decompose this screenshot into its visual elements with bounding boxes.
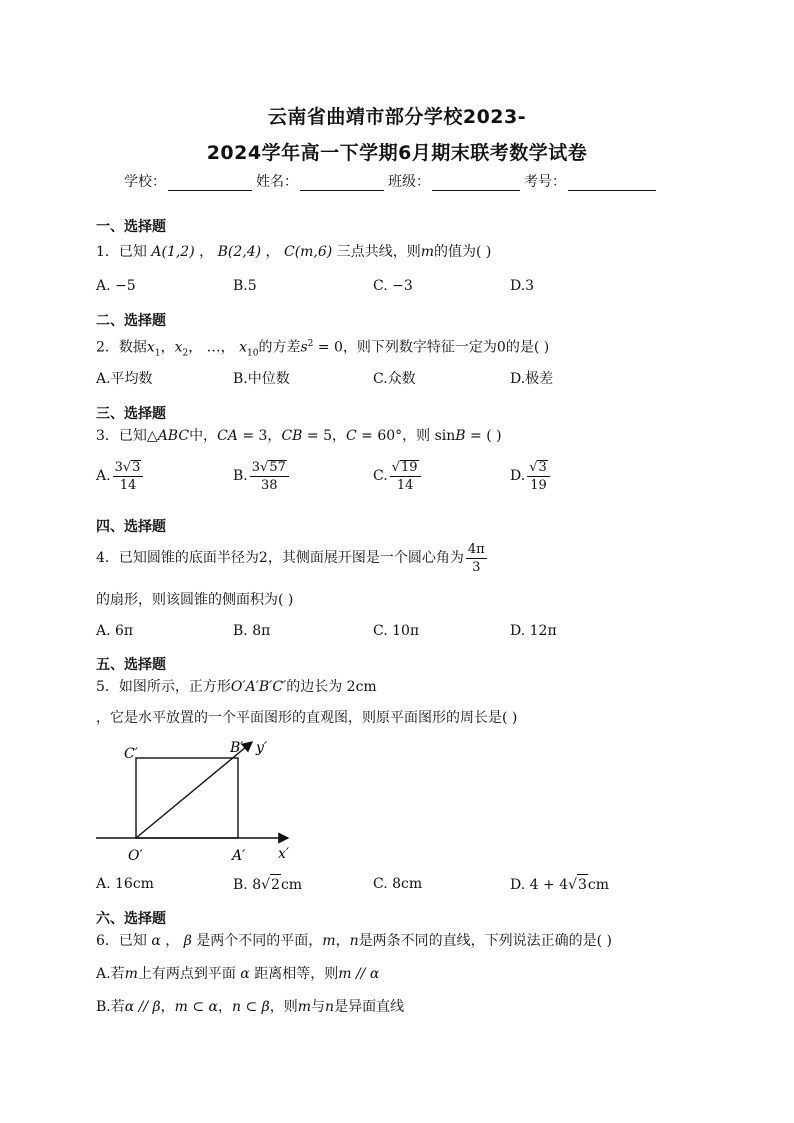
title-line-1: 云南省曲靖市部分学校2023-: [267, 106, 527, 128]
q3-option-d-fraction: [527, 460, 550, 492]
label-x-prime: x′: [278, 846, 290, 862]
q6-sep: ，: [160, 933, 184, 949]
q6-opt-a-m: m: [124, 966, 138, 982]
q1-option-c[interactable]: C. −3: [373, 278, 413, 294]
q5-option-a-text: A. 16cm: [96, 876, 154, 892]
q3-text-b: 中，: [189, 428, 218, 444]
q6-opt-b-text-e: 与: [311, 999, 326, 1015]
question-5-stem-line-2: ，它是水平放置的一个平面图形的直观图，则原平面图形的周长是( ): [96, 710, 518, 726]
q3-option-c-fraction: [390, 460, 421, 492]
q4-text-a: 4．已知圆锥的底面半径为2，其侧面展开图是一个圆心角为: [96, 550, 464, 566]
q3-option-b-den: 38: [261, 478, 278, 493]
student-info-row: [124, 171, 660, 191]
q5-square-name: O′A′B′C′: [230, 679, 287, 695]
q2-sep-1: ，: [160, 339, 175, 356]
q6-opt-b-rel-1: α // β: [124, 999, 161, 1015]
q3-option-a-rad: 3: [132, 460, 141, 475]
q6-opt-b-rel-3: n ⊂ β: [232, 999, 270, 1015]
q2-x1: x: [146, 339, 155, 356]
label-y-prime: y′: [256, 740, 268, 756]
q2-s: s: [300, 339, 308, 356]
sqrt-sign: √: [261, 877, 271, 893]
q6-option-a[interactable]: [96, 964, 379, 984]
q6-text-b: 是两个不同的平面，: [191, 933, 323, 949]
exam-no-label: 考号：: [524, 174, 566, 190]
sqrt-sign: √: [260, 460, 269, 475]
q6-opt-b-text-c: ，: [218, 999, 233, 1015]
q6-opt-b-rel-2: m ⊂ α: [174, 999, 219, 1015]
q3-option-d-rad: 3: [538, 460, 547, 475]
q6-opt-b-text-d: ，则: [269, 999, 298, 1015]
q6-opt-b-m: m: [297, 999, 312, 1015]
q6-opt-b-text-f: 是异面直线: [334, 999, 405, 1015]
q1-text-b: 三点共线，则: [336, 244, 421, 260]
q2-text-a: 2．数据: [96, 339, 147, 356]
q3-c: C: [345, 428, 357, 444]
sqrt-sign: √: [568, 877, 577, 893]
q3-option-c-den: 14: [396, 478, 414, 493]
class-blank[interactable]: [432, 175, 520, 191]
q3-option-c-rad: 19: [400, 460, 418, 475]
question-4-stem-line-2: 的扇形，则该圆锥的侧面积为( ): [96, 592, 294, 608]
q5-option-d-suffix: cm: [587, 877, 610, 893]
q3-option-a-coef: 3: [114, 460, 123, 475]
q3-option-b[interactable]: [233, 460, 291, 492]
q4-option-a[interactable]: A. 6π: [96, 623, 134, 639]
class-label: 班级：: [388, 174, 430, 190]
q3-triangle: ABC: [157, 428, 190, 444]
q5-option-b-rad: 2: [270, 874, 281, 895]
q3-option-b-letter: B.: [233, 468, 248, 484]
q2-option-b[interactable]: B.中位数: [233, 371, 290, 387]
q2-x2-sub: 2: [182, 348, 189, 359]
q6-opt-a-text-c: 距离相等，则: [249, 966, 339, 982]
label-o-prime: O′: [128, 848, 143, 864]
name-label: 姓名：: [256, 174, 298, 190]
q3-option-b-fraction: [250, 460, 289, 492]
q3-option-a-den: 14: [119, 478, 137, 493]
q2-x10-sub: 10: [247, 348, 259, 359]
q6-opt-b-n: n: [325, 999, 335, 1015]
q5-option-b[interactable]: [233, 874, 302, 895]
q6-n: n: [349, 933, 359, 949]
q3-option-d-letter: D.: [510, 468, 526, 484]
q5-option-b-suffix: cm: [280, 877, 303, 893]
q3-option-a[interactable]: [96, 460, 145, 492]
q3-text-c: = ( ): [465, 428, 502, 444]
q3-option-b-rad: 57: [269, 460, 286, 475]
q6-opt-a-text-a: A.若: [96, 966, 125, 982]
title-line-2: 2024学年高一下学期6月期末联考数学试卷: [206, 142, 588, 164]
q5-option-c[interactable]: [373, 874, 422, 894]
q2-text-c: ，则下列数字特征一定为0的是( ): [342, 339, 550, 356]
section-heading-1: 一、选择题: [96, 219, 166, 235]
q2-x1-sub: 1: [154, 348, 161, 359]
q3-c-val: = 60°，则 sin: [356, 428, 456, 444]
q3-ca-val: = 3，: [237, 428, 282, 444]
q3-option-c[interactable]: [373, 460, 423, 492]
q1-sep-2: ，: [265, 244, 280, 260]
q6-opt-a-relation: m // α: [338, 966, 380, 982]
q6-alpha: α: [151, 933, 161, 949]
q3-option-b-coef: 3: [251, 460, 261, 475]
label-c-prime: C′: [124, 746, 138, 762]
q2-x2: x: [174, 339, 183, 356]
q5-text-a: 5．如图所示，正方形: [96, 679, 231, 695]
q4-frac-den: 3: [472, 559, 481, 575]
q3-option-d[interactable]: [510, 460, 552, 492]
q3-option-d-den: 19: [530, 478, 547, 493]
sqrt-sign: √: [391, 460, 400, 475]
question-2-stem: [96, 334, 549, 363]
q2-option-d[interactable]: D.极差: [510, 371, 554, 387]
q3-cb-val: = 5，: [302, 428, 346, 444]
q1-text-c: 的值为( ): [434, 244, 492, 260]
q2-text-b: 的方差: [258, 339, 301, 356]
q1-option-d[interactable]: D.3: [510, 278, 535, 294]
q3-option-a-fraction: [113, 460, 144, 492]
y-axis-diagonal: [136, 742, 252, 838]
q3-option-a-letter: A.: [96, 468, 111, 484]
q5-option-a[interactable]: [96, 874, 154, 894]
q2-option-c[interactable]: C.众数: [373, 371, 416, 387]
q6-opt-a-alpha: α: [240, 966, 250, 982]
question-3-options: [96, 460, 656, 502]
section-heading-3: 三、选择题: [96, 406, 166, 422]
q5-option-d[interactable]: [510, 874, 609, 895]
name-blank[interactable]: [300, 175, 384, 191]
section-heading-5: 五、选择题: [96, 657, 166, 673]
q3-b: B: [455, 428, 466, 444]
q4-option-d[interactable]: D. 12π: [510, 623, 557, 639]
q1-point-a: A(1,2): [151, 244, 195, 260]
label-a-prime: A′: [232, 848, 246, 864]
q5-option-d-rad: 3: [577, 874, 588, 895]
q6-option-b[interactable]: [96, 997, 404, 1017]
q1-option-a[interactable]: A. −5: [96, 278, 136, 294]
q2-option-a[interactable]: A.平均数: [96, 371, 153, 387]
q6-text-c: 是两条不同的直线，下列说法正确的是( ): [358, 933, 612, 949]
school-label: 学校：: [124, 174, 166, 190]
q6-text-a: 6．已知: [96, 933, 152, 949]
section-heading-4: 四、选择题: [96, 519, 166, 535]
q4-fraction: [466, 543, 487, 574]
question-1-stem: [96, 242, 491, 262]
q4-option-b[interactable]: B. 8π: [233, 623, 271, 639]
q2-x10: x: [239, 339, 248, 356]
section-heading-2: 二、选择题: [96, 313, 166, 329]
q1-text-a: 1．已知: [96, 244, 147, 260]
q1-option-b[interactable]: B.5: [233, 278, 257, 294]
q6-beta: β: [183, 933, 192, 949]
question-5-stem-line-1: [96, 677, 377, 697]
label-b-prime: B′: [230, 740, 244, 756]
q2-s-sup: 2: [307, 339, 314, 349]
q3-option-c-letter: C.: [373, 468, 388, 484]
q5-figure: [96, 736, 296, 868]
q1-sep-1: ，: [199, 244, 214, 260]
q1-point-c: C(m,6): [283, 244, 333, 260]
q6-opt-b-text-b: ，: [160, 999, 175, 1015]
q4-option-c[interactable]: C. 10π: [373, 623, 420, 639]
q2-eq: = 0: [313, 339, 343, 356]
school-blank[interactable]: [168, 175, 252, 191]
exam-no-blank[interactable]: [568, 175, 656, 191]
sqrt-sign: √: [122, 460, 132, 475]
q6-m: m: [322, 933, 336, 949]
q1-point-b: B(2,4): [217, 244, 262, 260]
question-3-stem: [96, 426, 502, 446]
q3-cb: CB: [281, 428, 303, 444]
section-heading-6: 六、选择题: [96, 911, 166, 927]
q1-var-m: m: [420, 244, 434, 260]
q6-opt-b-text-a: B.若: [96, 999, 125, 1015]
q6-comma: ，: [335, 933, 350, 949]
question-4-stem-line-1: [96, 540, 489, 576]
q3-ca: CA: [217, 428, 238, 444]
q3-text-a: 3．已知△: [96, 428, 158, 444]
q4-frac-num: 4π: [467, 541, 485, 557]
sqrt-sign: √: [529, 460, 538, 475]
q6-opt-a-text-b: 上有两点到平面: [137, 966, 241, 982]
q5-text-b: 的边长为 2cm: [286, 679, 377, 695]
question-6-stem: [96, 931, 612, 951]
q5-option-c-text: C. 8cm: [373, 876, 423, 892]
q2-sep-2: ， …，: [188, 339, 240, 356]
q5-option-b-prefix: B. 8: [233, 877, 262, 893]
q5-option-d-prefix: D. 4 + 4: [510, 877, 569, 893]
